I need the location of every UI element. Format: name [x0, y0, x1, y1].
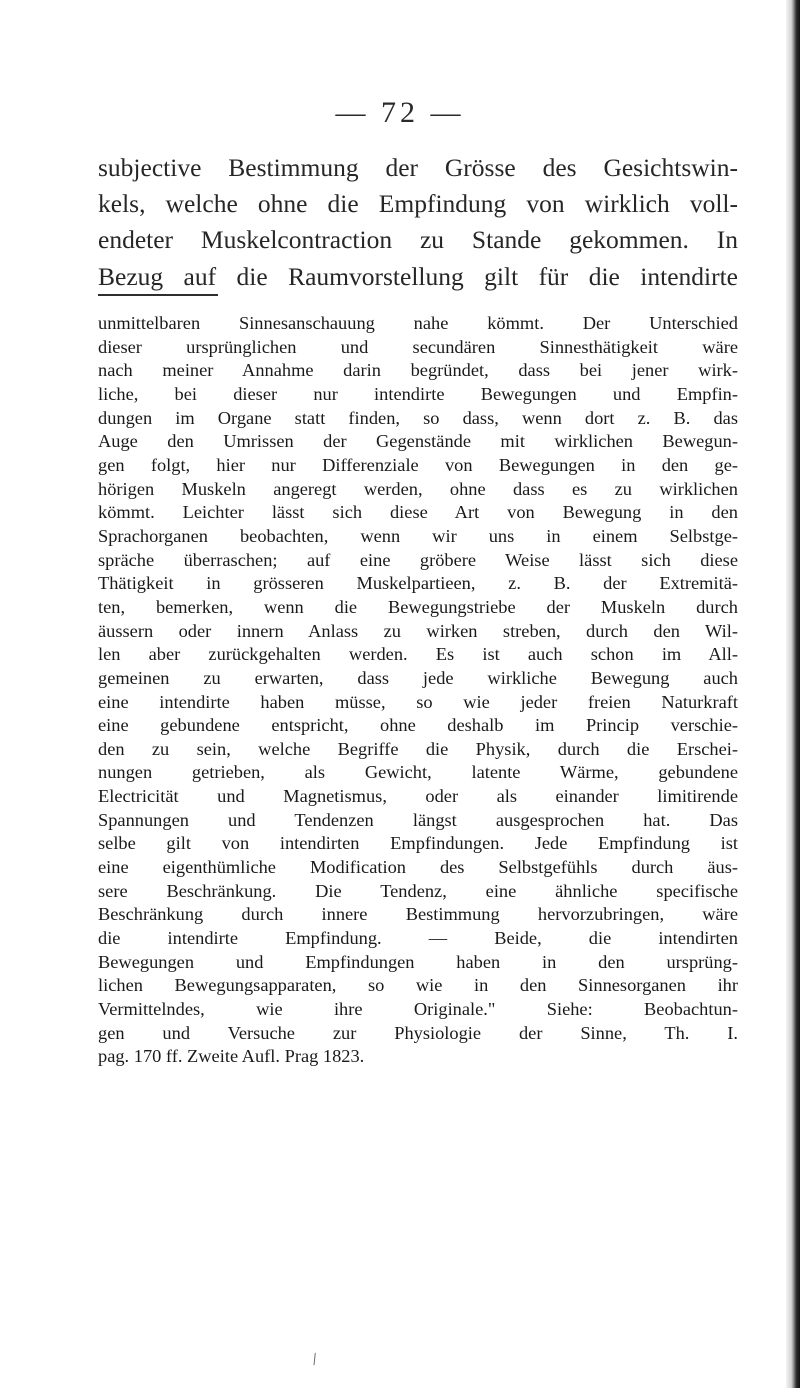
footnote-rule — [98, 294, 218, 296]
body-line: endeter Muskelcontraction zu Stande gekommen. In — [98, 225, 738, 255]
footnote-line: kömmt. Leichter lässt sich diese Art von Bewegung in den — [98, 502, 738, 523]
footnote-line: den zu sein, welche Begriffe die Physik, durch die Erschei- — [98, 738, 738, 759]
stray-pen-mark: ⁄ — [310, 1352, 320, 1368]
footnote-line: eine intendirte haben müsse, so wie jeder freien Naturkraft — [98, 691, 738, 712]
footnote-line: gen folgt, hier nur Differenziale von Bewegungen in den ge- — [98, 454, 738, 475]
footnote-line: hörigen Muskeln angeregt werden, ohne dass es zu wirklichen — [98, 478, 738, 499]
footnote-line: spräche überraschen; auf eine gröbere Weise lässt sich diese — [98, 549, 738, 570]
body-line: kels, welche ohne die Empfindung von wirklich voll- — [98, 189, 738, 219]
footnote-line: pag. 170 ff. Zweite Aufl. Prag 1823. — [98, 1046, 365, 1067]
footnote — [98, 312, 738, 1069]
page-number: — 72 — — [335, 96, 465, 129]
footnote-line: dieser ursprünglichen und secundären Sinnesthätigkeit wäre — [98, 336, 738, 357]
footnote-line: gen und Versuche zur Physiologie der Sinne, Th. I. — [98, 1022, 738, 1043]
footnote-line: lichen Bewegungsapparaten, so wie in den Sinnesorganen ihr — [98, 975, 738, 996]
footnote-line: äussern oder innern Anlass zu wirken streben, durch den Wil- — [98, 620, 738, 641]
page-edge-shadow — [786, 0, 800, 1388]
footnote-line: Beschränkung durch innere Bestimmung hervorzubringen, wäre — [98, 904, 738, 925]
footnote-line: nungen getrieben, als Gewicht, latente Wärme, gebundene — [98, 762, 738, 783]
footnote-line: len aber zurückgehalten werden. Es ist auch schon im All- — [98, 644, 738, 665]
footnote-line: liche, bei dieser nur intendirte Bewegungen und Empfin- — [98, 383, 738, 404]
footnote-line: gemeinen zu erwarten, dass jede wirkliche Bewegung auch — [98, 667, 738, 688]
body-text — [98, 150, 738, 295]
footnote-line: eine gebundene entspricht, ohne deshalb im Princip verschie- — [98, 715, 738, 736]
footnote-line: ten, bemerken, wenn die Bewegungstriebe der Muskeln durch — [98, 596, 738, 617]
footnote-line: Electricität und Magnetismus, oder als einander limitirende — [98, 786, 738, 807]
body-line: subjective Bestimmung der Grösse des Gesichtswin- — [98, 153, 738, 182]
footnote-line: Vermittelndes, wie ihre Originale." Siehe: Beobachtun- — [98, 999, 738, 1020]
footnote-line: selbe gilt von intendirten Empfindungen. Jede Empfindung ist — [98, 833, 738, 854]
body-line: Bezug auf die Raumvorstellung gilt für die intendirte — [98, 261, 738, 291]
footnote-line: die intendirte Empfindung. — Beide, die intendirten — [98, 928, 738, 949]
footnote-line: nach meiner Annahme darin begründet, dass bei jener wirk- — [98, 360, 738, 381]
footnote-line: eine eigenthümliche Modification des Selbstgefühls durch äus- — [98, 857, 738, 878]
footnote-line: unmittelbaren Sinnesanschauung nahe kömmt. Der Unterschied — [98, 313, 738, 333]
footnote-line: dungen im Organe statt finden, so dass, wenn dort z. B. das — [98, 407, 738, 428]
footnote-line: Spannungen und Tendenzen längst ausgesprochen hat. Das — [98, 809, 738, 830]
footnote-line: Sprachorganen beobachten, wenn wir uns in einem Selbstge- — [98, 525, 738, 546]
footnote-line: Bewegungen und Empfindungen haben in den ursprüng- — [98, 951, 738, 972]
footnote-line: Thätigkeit in grösseren Muskelpartieen, z. B. der Extremitä- — [98, 573, 738, 594]
footnote-line: sere Beschränkung. Die Tendenz, eine ähnliche specifische — [98, 880, 738, 901]
footnote-line: Auge den Umrissen der Gegenstände mit wirklichen Bewegun- — [98, 431, 738, 452]
